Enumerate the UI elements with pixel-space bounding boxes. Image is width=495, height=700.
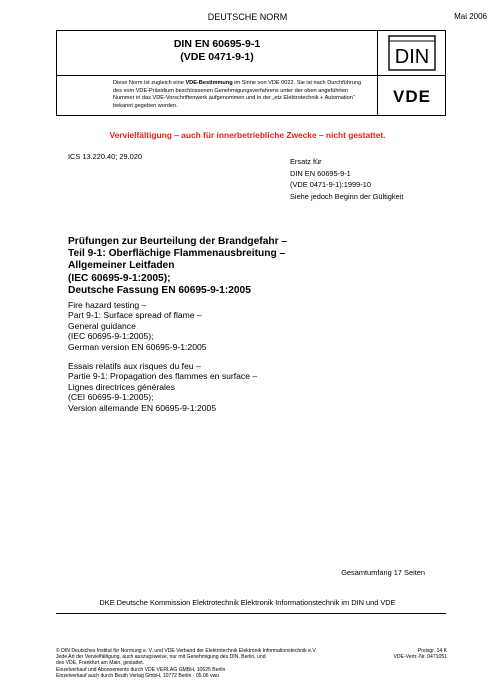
title-en-line: Part 9-1: Surface spread of flame – — [68, 310, 202, 321]
vde-logo-box — [378, 76, 446, 116]
title-english — [68, 300, 207, 352]
vde-number: (VDE 0471-9-1) — [180, 51, 254, 63]
footer-line: © DIN Deutsches Institut für Normung e. V. und VDE Verband der Elektrotechnik Elektronik Informationstechnik e.V. — [56, 648, 317, 654]
info-prefix: Diese Norm ist zugleich eine — [113, 80, 186, 86]
title-de-line: Allgemeiner Leitfaden — [68, 260, 175, 272]
title-de-line: (IEC 60695-9-1:2005); — [68, 272, 171, 284]
vde-logo-icon — [383, 86, 441, 106]
ersatz-line: Ersatz für — [290, 157, 322, 166]
copy-warning: Vervielfältigung – auch für innerbetriebliche Zwecke – nicht gestattet. — [109, 130, 386, 140]
din-logo-text: DIN — [394, 46, 429, 68]
standard-number-box — [56, 30, 378, 76]
title-french — [68, 361, 257, 413]
header-date: Mai 2006 — [454, 12, 487, 21]
title-de-line: Deutsche Fassung EN 60695-9-1:2005 — [68, 284, 251, 296]
vde-logo-text: VDE — [392, 86, 431, 106]
dke-line: DKE Deutsche Kommission Elektrotechnik Elektronik Informationstechnik im DIN und VDE — [99, 598, 396, 607]
info-suffix: im Sinne von VDE 0022. Sie ist nach Durchführung des vom VDE-Präsidium beschlossenen Genehmigungsverfahrens unter der oben angeführten Nummer in das VDE-Vorschriftenwerk aufgenommen und in der „etz Elektrotechnik + Automation“ bekannt gegeben worden. — [113, 80, 362, 109]
header-title: DEUTSCHE NORM — [207, 12, 288, 22]
page-count: Gesamtumfang 17 Seiten — [341, 568, 425, 577]
vde-info-text — [56, 76, 378, 116]
footer-line: Einzelverkauf und Abonnements durch VDE VERLAG GMBH, 10625 Berlin — [56, 666, 226, 673]
copyright-footer — [56, 648, 317, 679]
title-fr-line: (CEI 60695-9-1:2005); — [68, 392, 154, 403]
ersatz-line: Siehe jedoch Beginn der Gültigkeit — [290, 191, 404, 201]
replacement-info — [290, 156, 403, 202]
title-fr-line: Essais relatifs aux risques du feu – — [68, 361, 201, 371]
footer-line: Einzelverkauf auch durch Beuth Verlag GmbH, 10772 Berlin · 05.06 vwu — [56, 672, 220, 679]
title-fr-line: Lignes directrices générales — [68, 381, 176, 392]
title-fr-line: Version allemande EN 60695-9-1:2005 — [68, 402, 217, 413]
din-logo-icon — [388, 35, 436, 71]
price-info — [393, 648, 447, 660]
footer-line: Jede Art der Vervielfältigung, auch auszugsweise, nur mit Genehmigung des DIN, Berlin, und — [56, 654, 266, 661]
footer-divider — [56, 613, 446, 614]
price-group: Preisgr. 14 K — [417, 648, 447, 654]
title-fr-line: Partie 9-1: Propagation des flammes en surface – — [68, 371, 258, 382]
title-de-line: Teil 9-1: Oberflächige Flammenausbreitung – — [68, 248, 286, 260]
ics-code: ICS 13.220.40; 29.020 — [68, 152, 142, 161]
title-de-line: Prüfungen zur Beurteilung der Brandgefahr – — [68, 236, 288, 247]
standard-number: DIN EN 60695-9-1 — [173, 38, 261, 50]
title-en-line: Fire hazard testing – — [68, 300, 147, 310]
footer-line: des VDE, Frankfurt am Main, gestattet. — [56, 660, 145, 667]
title-en-line: (IEC 60695-9-1:2005); — [68, 331, 154, 342]
title-en-line: German version EN 60695-9-1:2005 — [68, 341, 207, 352]
din-logo-box — [378, 30, 446, 76]
order-number: VDE-Vertr.-Nr. 0471051 — [393, 654, 447, 661]
info-bold: VDE-Bestimmung — [185, 80, 233, 86]
title-en-line: General guidance — [68, 320, 136, 331]
title-german — [68, 236, 287, 297]
ersatz-line: DIN EN 60695-9-1 — [290, 168, 351, 178]
ersatz-line: (VDE 0471-9-1):1999-10 — [290, 180, 371, 189]
